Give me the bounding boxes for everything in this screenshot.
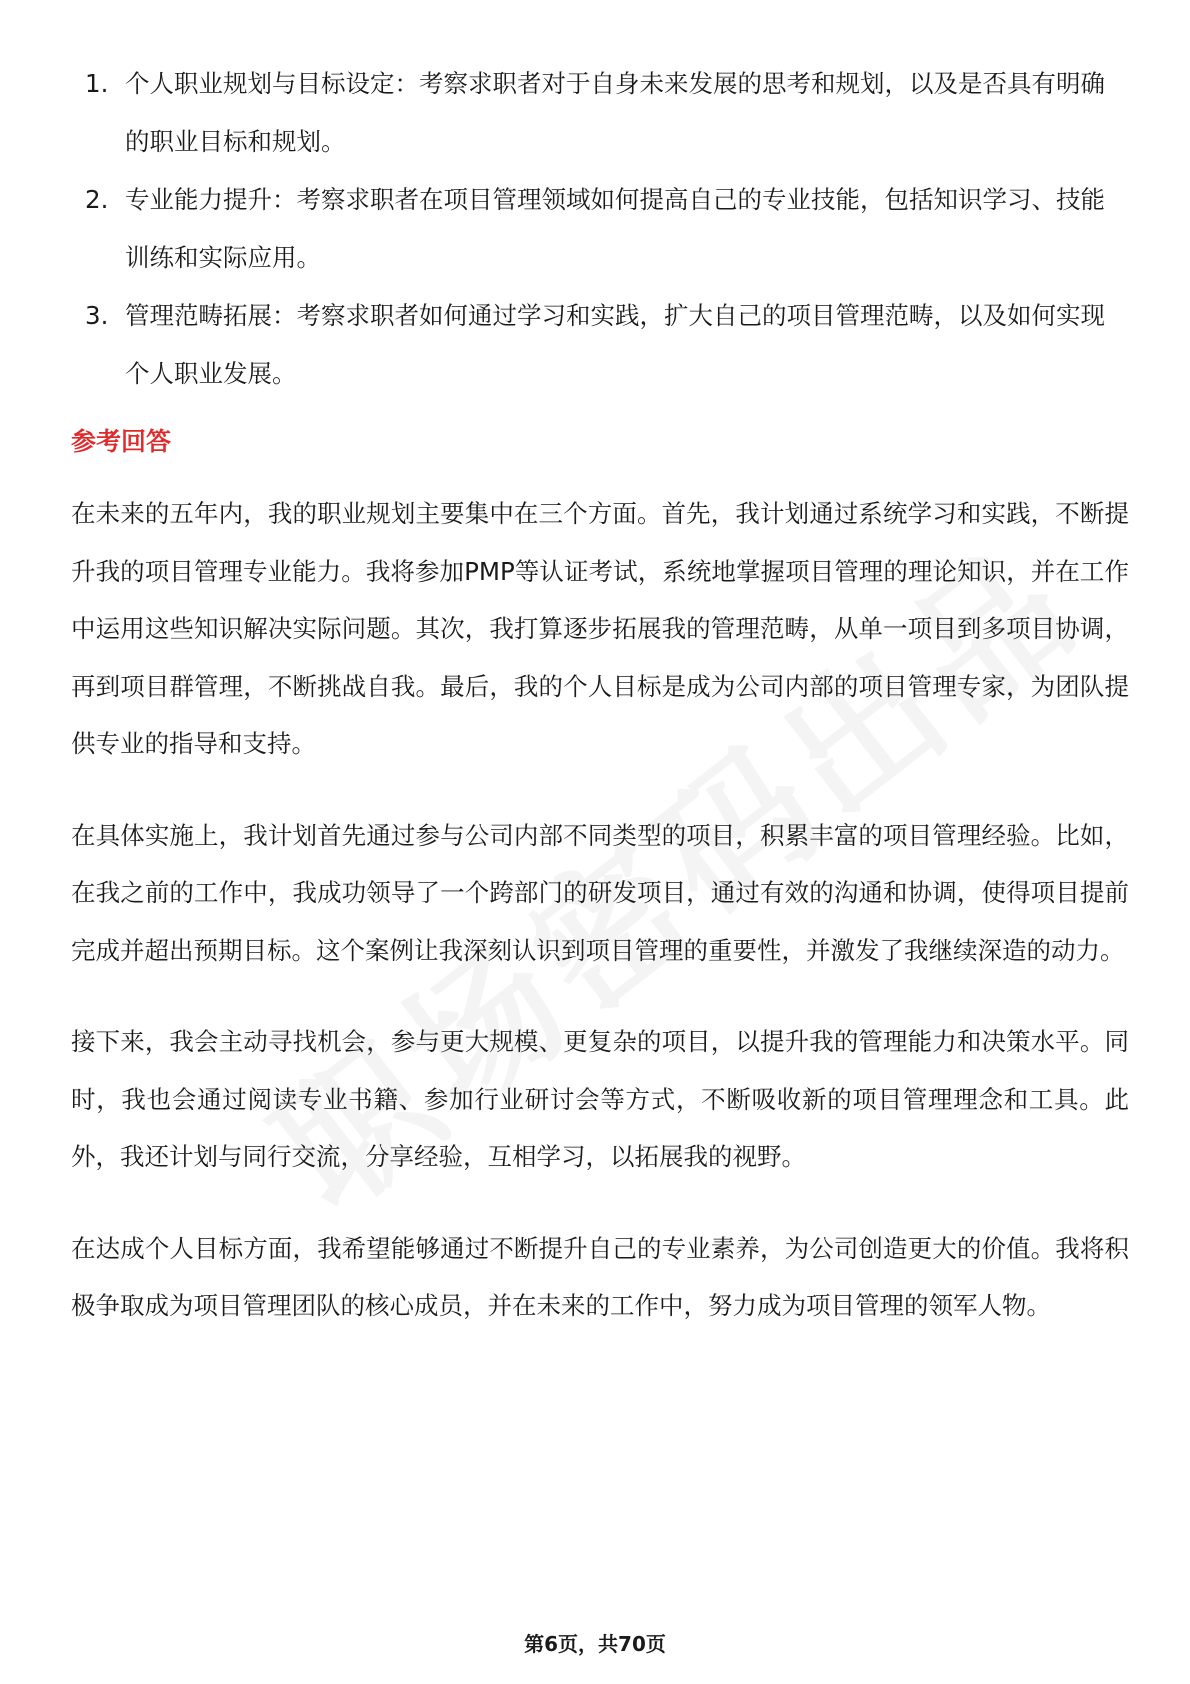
- criteria-number: 1.: [85, 69, 109, 98]
- answer-paragraph: 接下来，我会主动寻找机会，参与更大规模、更复杂的项目，以提升我的管理能力和决策水平。同时，我也会通过阅读专业书籍、参加行业研讨会等方式，不断吸收新的项目管理理念和工具。此外，我还计划与同行交流，分享经验，互相学习，以拓展我的视野。: [71, 1027, 1129, 1171]
- criteria-item: [71, 55, 1129, 171]
- answer-paragraph: 在未来的五年内，我的职业规划主要集中在三个方面。首先，我计划通过系统学习和实践，不断提升我的项目管理专业能力。我将参加PMP等认证考试，系统地掌握项目管理的理论知识，并在工作中运用这些知识解决实际问题。其次，我打算逐步拓展我的管理范畴，从单一项目到多项目协调，再到项目群管理，不断挑战自我。最后，我的个人目标是成为公司内部的项目管理专家，为团队提供专业的指导和支持。: [71, 499, 1129, 758]
- section-heading: 参考回答: [71, 427, 172, 456]
- criteria-text: 个人职业规划与目标设定：考察求职者对于自身未来发展的思考和规划，以及是否具有明确的职业目标和规划。: [125, 69, 1105, 156]
- criteria-text: 管理范畴拓展：考察求职者如何通过学习和实践，扩大自己的项目管理范畴，以及如何实现个人职业发展。: [125, 301, 1105, 388]
- criteria-item: [71, 171, 1129, 287]
- page-indicator: 第6页，共70页: [524, 1632, 666, 1656]
- criteria-text: 专业能力提升：考察求职者在项目管理领域如何提高自己的专业技能，包括知识学习、技能训练和实际应用。: [125, 185, 1105, 272]
- answer-paragraph: 在达成个人目标方面，我希望能够通过不断提升自己的专业素养，为公司创造更大的价值。我将积极争取成为项目管理团队的核心成员，并在未来的工作中，努力成为项目管理的领军人物。: [71, 1233, 1129, 1320]
- criteria-number: 3.: [85, 301, 109, 330]
- page-content: [71, 55, 1129, 1369]
- criteria-item: [71, 287, 1129, 403]
- answer-paragraph: 在具体实施上，我计划首先通过参与公司内部不同类型的项目，积累丰富的项目管理经验。比如，在我之前的工作中，我成功领导了一个跨部门的研发项目，通过有效的沟通和协调，使得项目提前完成并超出预期目标。这个案例让我深刻认识到项目管理的重要性，并激发了我继续深造的动力。: [71, 820, 1129, 965]
- criteria-number: 2.: [85, 185, 109, 214]
- criteria-list: [71, 55, 1129, 403]
